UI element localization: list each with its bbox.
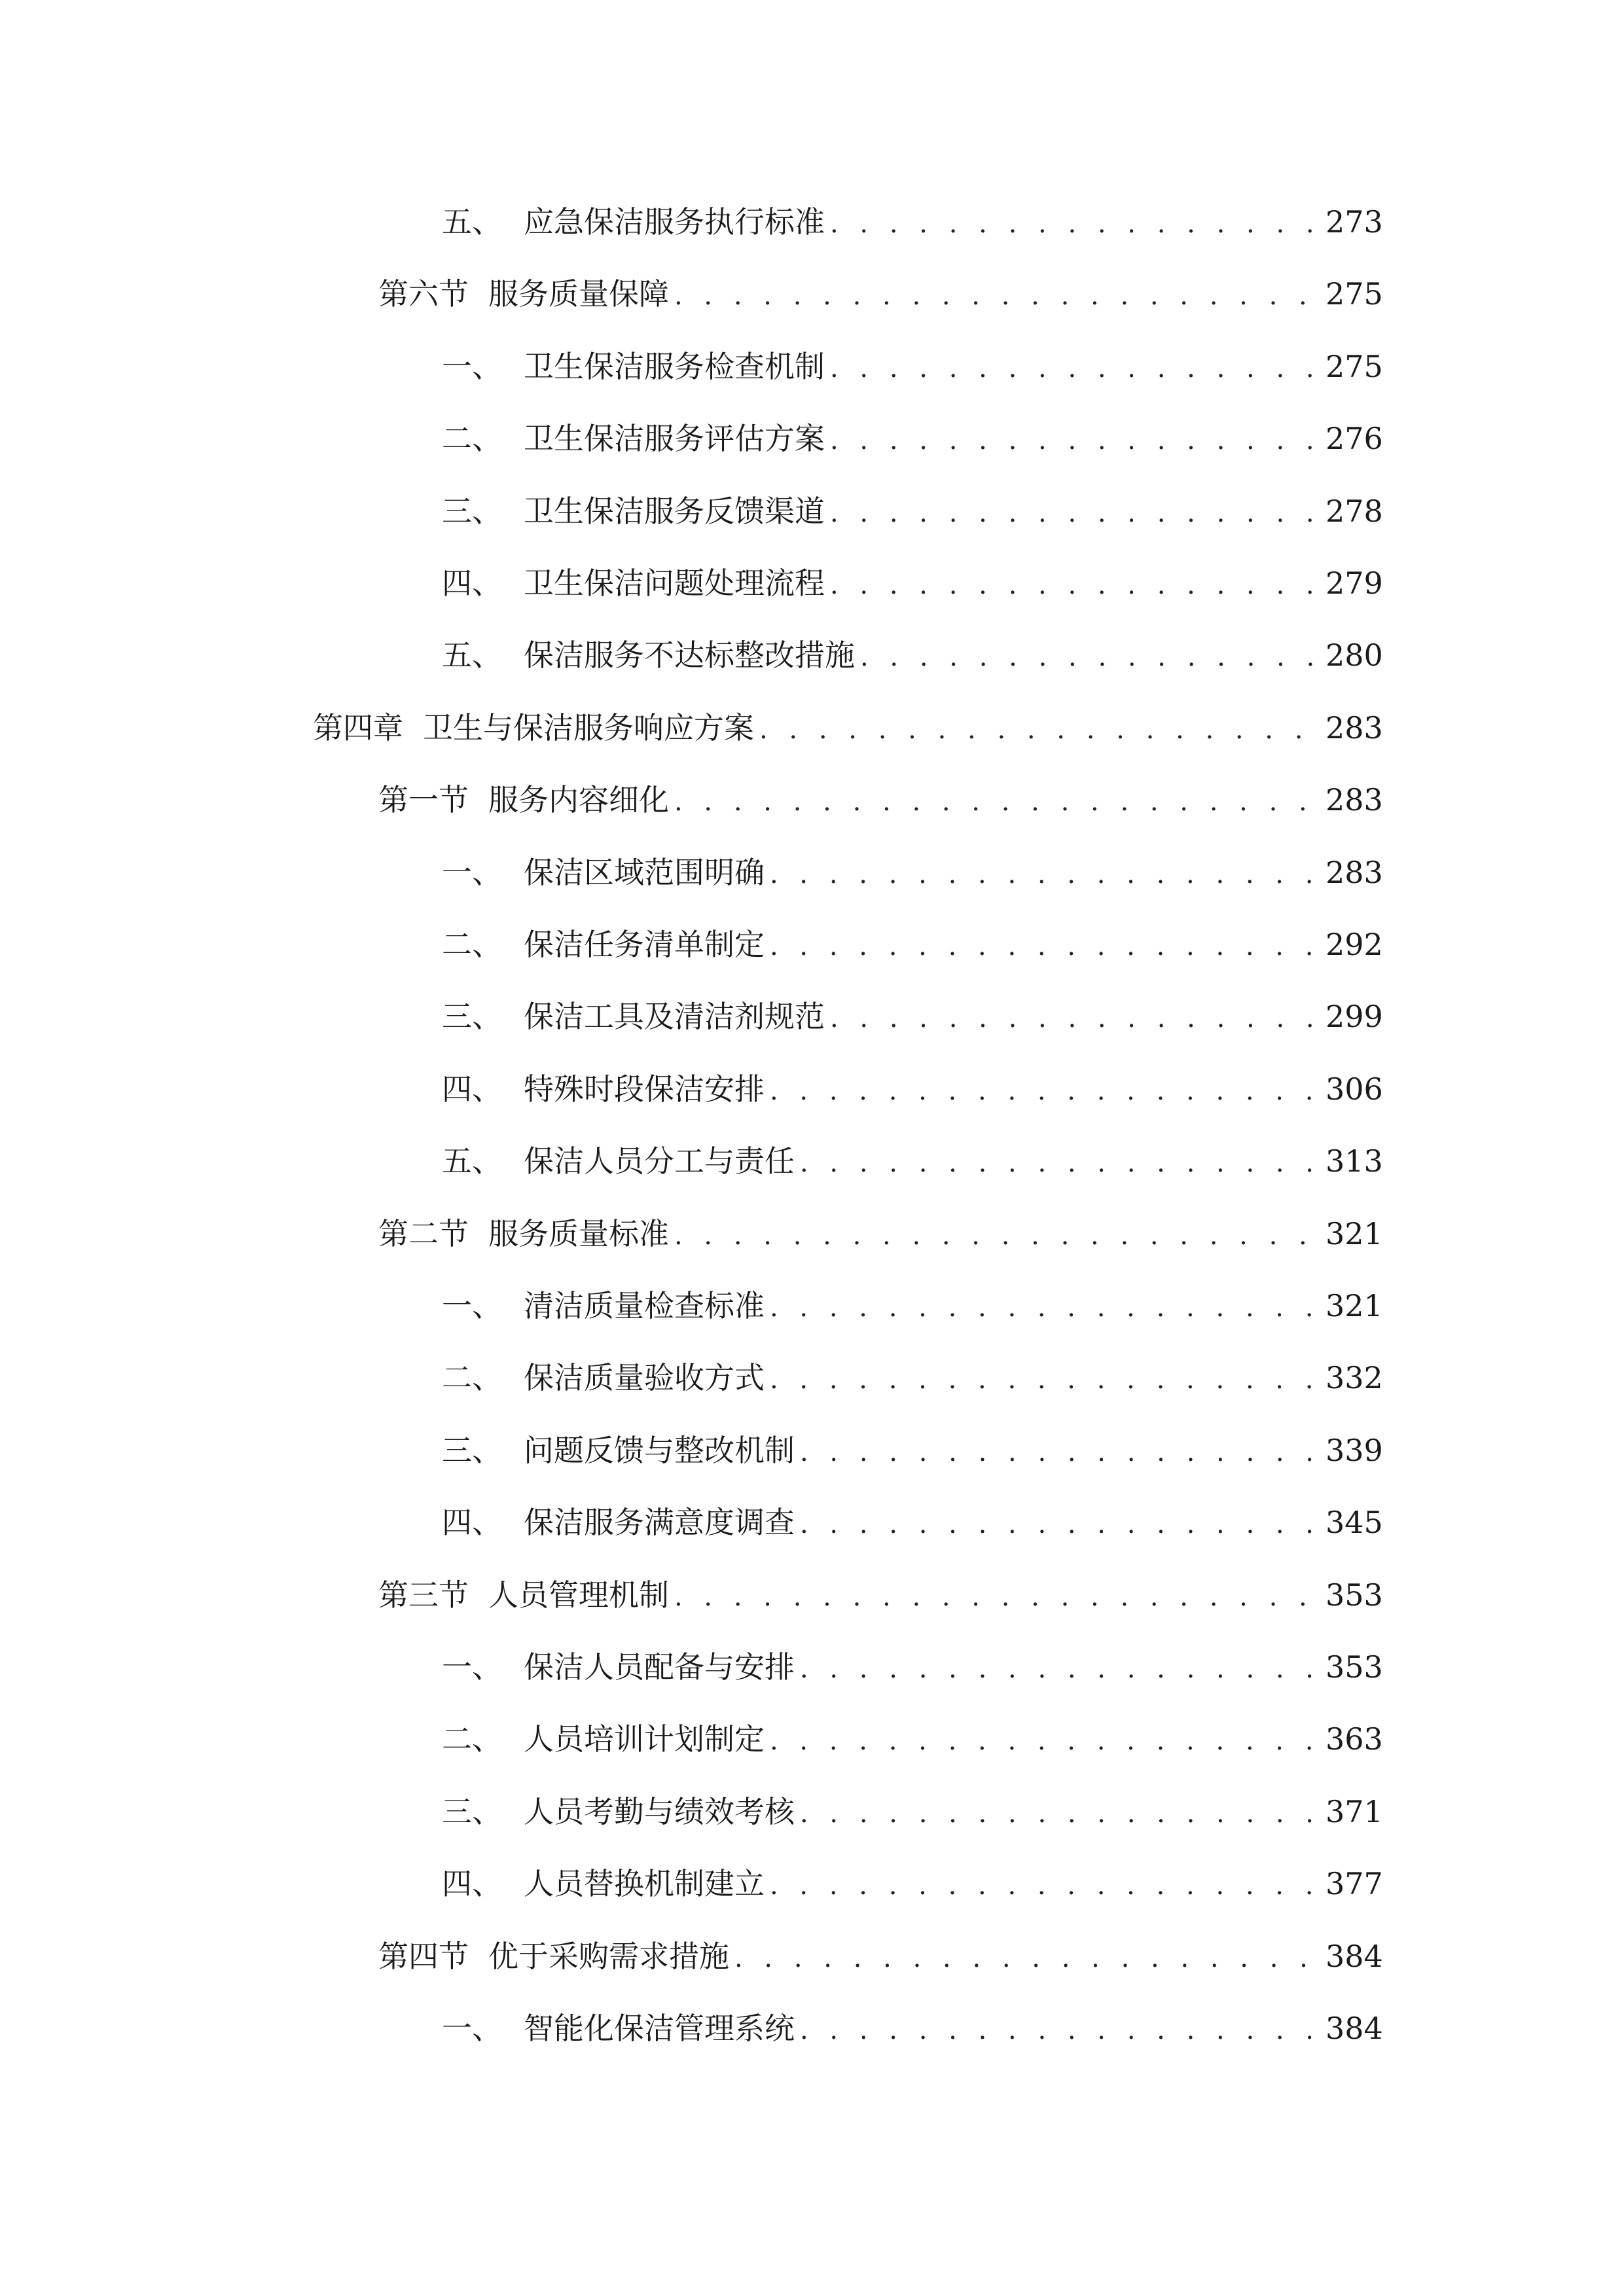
toc-entry-prefix: 二、 xyxy=(442,1360,502,1396)
toc-dot-leader xyxy=(830,355,1315,382)
toc-entry-section[interactable] xyxy=(378,1577,1383,1613)
toc-entry-prefix: 第四节 xyxy=(378,1938,469,1974)
toc-entry-page-number: 273 xyxy=(1326,204,1383,240)
toc-entry-item[interactable] xyxy=(442,1649,1383,1685)
toc-dot-leader xyxy=(800,1656,1315,1682)
toc-entry-prefix: 第三节 xyxy=(378,1577,469,1613)
toc-entry-prefix: 第四章 xyxy=(313,709,403,745)
toc-entry-prefix: 第一节 xyxy=(378,782,469,818)
toc-entry-page-number: 321 xyxy=(1326,1215,1383,1251)
toc-dot-leader xyxy=(800,1439,1315,1465)
toc-dot-leader xyxy=(830,1005,1315,1031)
toc-entry-page-number: 363 xyxy=(1326,1721,1383,1757)
toc-entry-page-number: 279 xyxy=(1326,565,1383,601)
toc-dot-leader xyxy=(770,861,1315,888)
toc-entry-prefix: 第二节 xyxy=(378,1215,469,1251)
toc-entry-item[interactable] xyxy=(442,1288,1383,1323)
toc-entry-prefix: 四、 xyxy=(442,1071,502,1107)
toc-entry-prefix: 一、 xyxy=(442,854,502,890)
toc-entry-page-number: 321 xyxy=(1326,1288,1383,1323)
toc-entry-page-number: 353 xyxy=(1326,1577,1383,1613)
toc-dot-leader xyxy=(830,427,1315,454)
toc-dot-leader xyxy=(674,1223,1315,1249)
toc-entry-title: 应急保洁服务执行标准 xyxy=(524,204,825,240)
toc-entry-prefix: 三、 xyxy=(442,493,502,529)
toc-entry-title: 保洁人员配备与安排 xyxy=(524,1649,795,1685)
toc-entry-page-number: 283 xyxy=(1326,854,1383,890)
toc-dot-leader xyxy=(800,2017,1315,2043)
toc-entry-title: 保洁质量验收方式 xyxy=(524,1360,765,1396)
toc-entry-prefix: 一、 xyxy=(442,1649,502,1685)
toc-entry-page-number: 292 xyxy=(1326,927,1383,962)
toc-entry-title: 保洁服务满意度调查 xyxy=(524,1505,795,1541)
toc-entry-item[interactable] xyxy=(442,1721,1383,1757)
toc-entry-title: 人员考勤与绩效考核 xyxy=(524,1793,795,1829)
toc-entry-title: 清洁质量检查标准 xyxy=(524,1288,765,1323)
toc-entry-item[interactable] xyxy=(442,927,1383,962)
toc-dot-leader xyxy=(770,1728,1315,1754)
toc-entry-title: 卫生保洁问题处理流程 xyxy=(524,565,825,601)
toc-entry-item[interactable] xyxy=(442,999,1383,1035)
toc-dot-leader xyxy=(800,1511,1315,1537)
toc-entry-section[interactable] xyxy=(378,276,1383,312)
toc-entry-title: 卫生与保洁服务响应方案 xyxy=(423,709,754,745)
toc-entry-prefix: 一、 xyxy=(442,2011,502,2046)
toc-entry-prefix: 第六节 xyxy=(378,276,469,312)
toc-entry-page-number: 371 xyxy=(1326,1793,1383,1829)
toc-entry-prefix: 四、 xyxy=(442,565,502,601)
toc-entry-prefix: 五、 xyxy=(442,204,502,240)
toc-entry-prefix: 二、 xyxy=(442,1721,502,1757)
toc-entry-title: 特殊时段保洁安排 xyxy=(524,1071,765,1107)
toc-entry-section[interactable] xyxy=(378,782,1383,818)
toc-entry-title: 人员培训计划制定 xyxy=(524,1721,765,1757)
toc-entry-prefix: 二、 xyxy=(442,927,502,962)
toc-entry-chapter[interactable] xyxy=(313,709,1383,745)
toc-entry-prefix: 三、 xyxy=(442,1432,502,1468)
toc-entry-prefix: 五、 xyxy=(442,1143,502,1179)
toc-entry-page-number: 278 xyxy=(1326,493,1383,529)
toc-dot-leader xyxy=(770,1078,1315,1104)
toc-entry-item[interactable] xyxy=(442,204,1383,240)
toc-entry-prefix: 三、 xyxy=(442,999,502,1035)
toc-entry-title: 保洁人员分工与责任 xyxy=(524,1143,795,1179)
toc-entry-item[interactable] xyxy=(442,854,1383,890)
toc-entry-page-number: 353 xyxy=(1326,1649,1383,1685)
toc-entry-page-number: 283 xyxy=(1326,709,1383,745)
toc-entry-title: 卫生保洁服务检查机制 xyxy=(524,348,825,384)
toc-dot-leader xyxy=(830,500,1315,526)
toc-dot-leader xyxy=(734,1945,1315,1971)
toc-entry-page-number: 276 xyxy=(1326,421,1383,457)
toc-entry-section[interactable] xyxy=(378,1215,1383,1251)
toc-entry-page-number: 339 xyxy=(1326,1432,1383,1468)
toc-entry-item[interactable] xyxy=(442,421,1383,457)
toc-entry-title: 服务质量标准 xyxy=(488,1215,669,1251)
toc-dot-leader xyxy=(830,572,1315,598)
toc-entry-item[interactable] xyxy=(442,1432,1383,1468)
toc-entry-item[interactable] xyxy=(442,1793,1383,1829)
toc-entry-item[interactable] xyxy=(442,637,1383,673)
toc-entry-title: 服务质量保障 xyxy=(488,276,669,312)
toc-dot-leader xyxy=(860,644,1315,670)
toc-entry-title: 智能化保洁管理系统 xyxy=(524,2011,795,2046)
toc-entry-title: 保洁区域范围明确 xyxy=(524,854,765,890)
toc-entry-item[interactable] xyxy=(442,2011,1383,2046)
toc-entry-item[interactable] xyxy=(442,1071,1383,1107)
toc-entry-item[interactable] xyxy=(442,1143,1383,1179)
toc-dot-leader xyxy=(800,1150,1315,1176)
toc-entry-title: 优于采购需求措施 xyxy=(488,1938,729,1974)
toc-dot-leader xyxy=(770,933,1315,960)
toc-dot-leader xyxy=(674,789,1315,815)
toc-entry-title: 问题反馈与整改机制 xyxy=(524,1432,795,1468)
toc-dot-leader xyxy=(674,283,1315,309)
toc-entry-item[interactable] xyxy=(442,565,1383,601)
toc-entry-title: 保洁任务清单制定 xyxy=(524,927,765,962)
toc-entry-page-number: 345 xyxy=(1326,1505,1383,1541)
toc-entry-title: 人员管理机制 xyxy=(488,1577,669,1613)
toc-entry-title: 服务内容细化 xyxy=(488,782,669,818)
toc-entry-item[interactable] xyxy=(442,493,1383,529)
toc-entry-prefix: 三、 xyxy=(442,1793,502,1829)
toc-entry-page-number: 275 xyxy=(1326,348,1383,384)
toc-entry-page-number: 384 xyxy=(1326,1938,1383,1974)
toc-entry-page-number: 299 xyxy=(1326,999,1383,1035)
toc-entry-page-number: 384 xyxy=(1326,2011,1383,2046)
toc-entry-prefix: 五、 xyxy=(442,637,502,673)
toc-dot-leader xyxy=(674,1584,1315,1610)
toc-dot-leader xyxy=(770,1295,1315,1321)
toc-entry-prefix: 一、 xyxy=(442,1288,502,1323)
toc-entry-title: 保洁服务不达标整改措施 xyxy=(524,637,855,673)
toc-entry-prefix: 四、 xyxy=(442,1505,502,1541)
toc-dot-leader xyxy=(800,1801,1315,1827)
toc-dot-leader xyxy=(830,211,1315,237)
toc-entry-title: 保洁工具及清洁剂规范 xyxy=(524,999,825,1035)
toc-entry-prefix: 二、 xyxy=(442,421,502,457)
toc-entry-page-number: 313 xyxy=(1326,1143,1383,1179)
toc-dot-leader xyxy=(770,1873,1315,1899)
toc-entry-page-number: 280 xyxy=(1326,637,1383,673)
toc-entry-item[interactable] xyxy=(442,1866,1383,1902)
toc-entry-page-number: 306 xyxy=(1326,1071,1383,1107)
toc-entry-page-number: 332 xyxy=(1326,1360,1383,1396)
toc-entry-title: 卫生保洁服务评估方案 xyxy=(524,421,825,457)
toc-entry-item[interactable] xyxy=(442,1360,1383,1396)
toc-entry-section[interactable] xyxy=(378,1938,1383,1974)
toc-entry-title: 卫生保洁服务反馈渠道 xyxy=(524,493,825,529)
toc-entry-title: 人员替换机制建立 xyxy=(524,1866,765,1902)
toc-entry-prefix: 四、 xyxy=(442,1866,502,1902)
toc-entry-item[interactable] xyxy=(442,1505,1383,1541)
toc-entry-item[interactable] xyxy=(442,348,1383,384)
toc-entry-page-number: 377 xyxy=(1326,1866,1383,1902)
toc-dot-leader xyxy=(770,1367,1315,1393)
toc-entry-page-number: 283 xyxy=(1326,782,1383,818)
toc-dot-leader xyxy=(759,717,1315,743)
toc-entry-prefix: 一、 xyxy=(442,348,502,384)
toc-entry-page-number: 275 xyxy=(1326,276,1383,312)
